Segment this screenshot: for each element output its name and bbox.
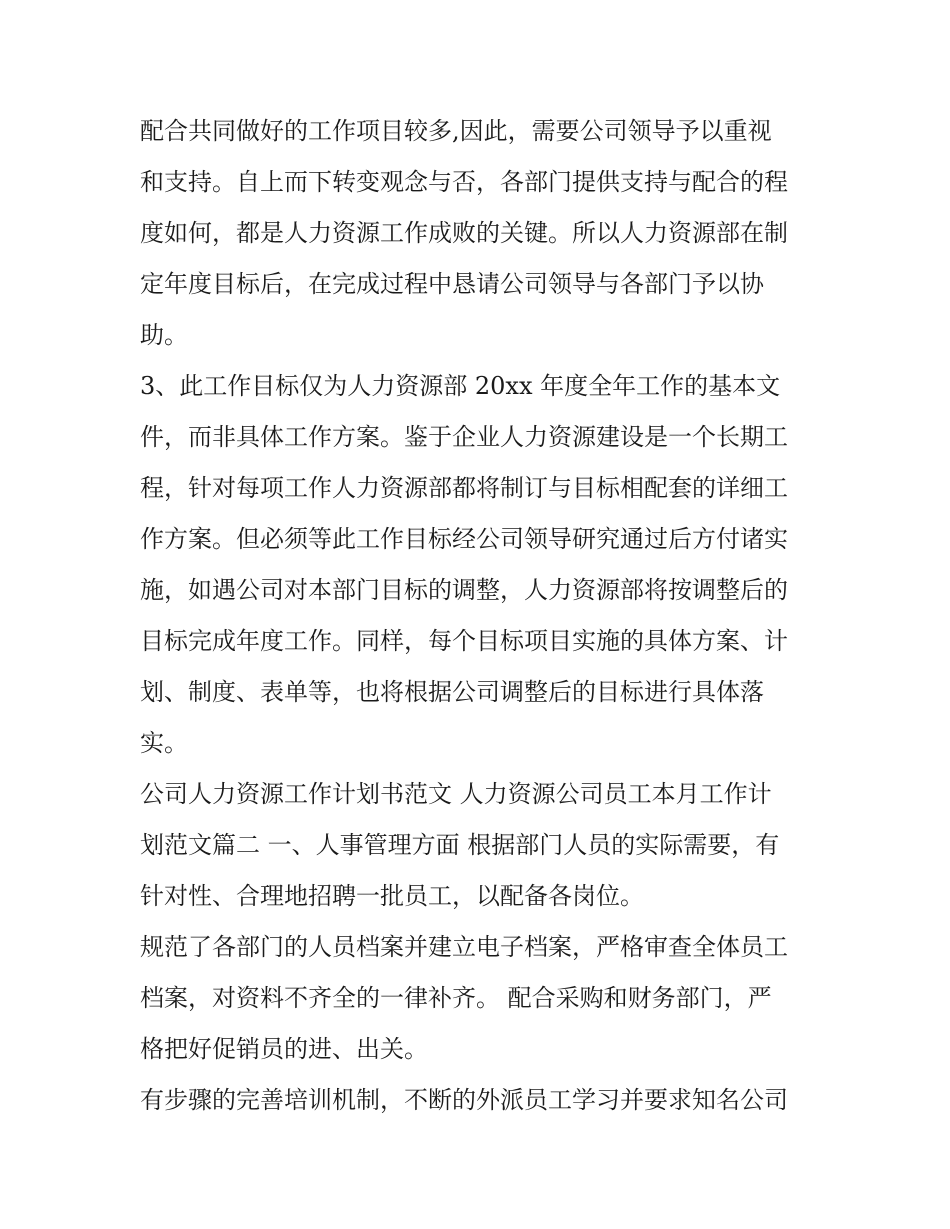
text-line-7: 件，而非具体工作方案。鉴于企业人力资源建设是一个长期工 — [140, 423, 788, 451]
text-line-10: 施，如遇公司对本部门目标的调整，人力资源部将按调整后的 — [140, 576, 788, 604]
text-line-9: 作方案。但必须等此工作目标经公司领导研究通过后方付诸实 — [140, 525, 788, 553]
text-line-16: 针对性、合理地招聘一批员工，以配备各岗位。 — [140, 882, 644, 910]
text-line-3: 度如何，都是人力资源工作成败的关键。所以人力资源部在制 — [140, 219, 788, 247]
text-line-8: 程，针对每项工作人力资源部都将制订与目标相配套的详细工 — [140, 474, 788, 502]
text-line-17: 规范了各部门的人员档案并建立电子档案，严格审查全体员工 — [140, 933, 788, 961]
text-line-11: 目标完成年度工作。同样，每个目标项目实施的具体方案、计 — [140, 627, 788, 655]
document-body — [140, 106, 820, 1126]
text-line-13: 实。 — [140, 729, 188, 757]
text-line-15: 划范文篇二 一、人事管理方面 根据部门人员的实际需要，有 — [140, 831, 780, 859]
text-line-14: 公司人力资源工作计划书范文 人力资源公司员工本月工作计 — [140, 780, 772, 808]
text-line-2: 和支持。自上而下转变观念与否，各部门提供支持与配合的程 — [140, 168, 788, 196]
text-line-1: 配合共同做好的工作项目较多,因此，需要公司领导予以重视 — [140, 117, 772, 145]
text-line-18: 档案，对资料不齐全的一律补齐。 配合采购和财务部门，严 — [140, 984, 772, 1012]
text-line-20: 有步骤的完善培训机制，不断的外派员工学习并要求知名公司 — [140, 1086, 788, 1114]
text-line-12: 划、制度、表单等，也将根据公司调整后的目标进行具体落 — [140, 678, 764, 706]
text-line-19: 格把好促销员的进、出关。 — [140, 1035, 428, 1063]
text-line-5: 助。 — [140, 321, 188, 349]
text-line-6: 3、此工作目标仅为人力资源部 20xx 年度全年工作的基本文 — [140, 372, 781, 400]
text-line-4: 定年度目标后，在完成过程中恳请公司领导与各部门予以协 — [140, 270, 764, 298]
